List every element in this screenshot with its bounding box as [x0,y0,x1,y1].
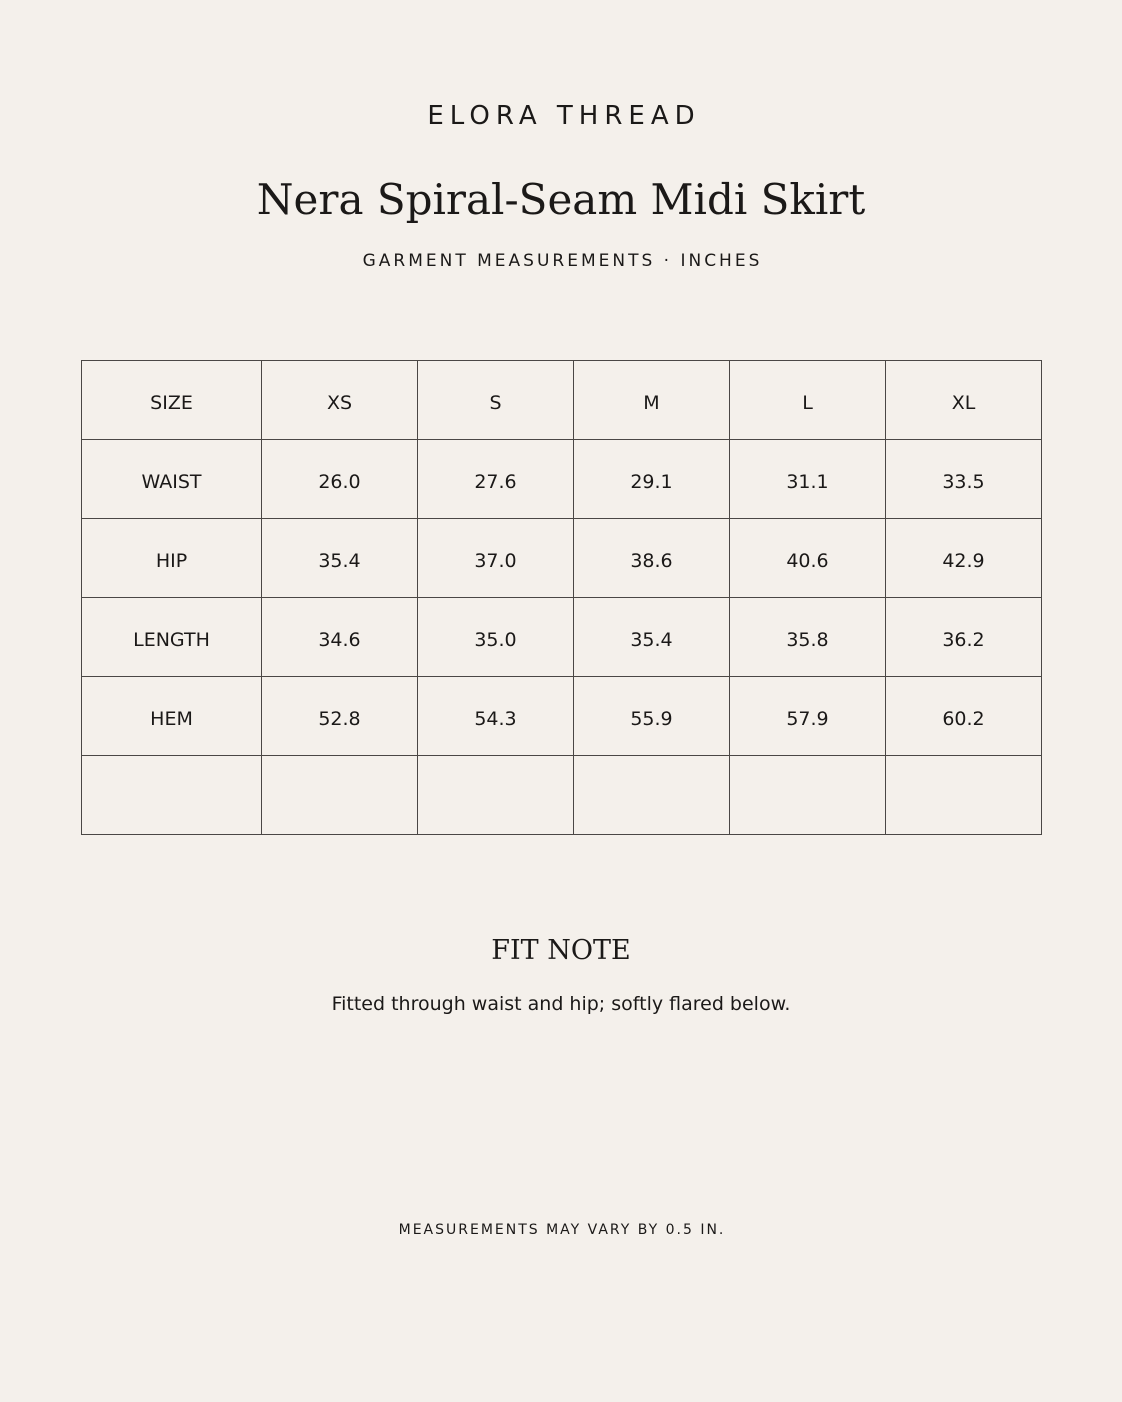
table-cell: 55.9 [574,677,730,756]
table-row [82,440,1042,519]
table-row-empty [82,756,1042,835]
table-cell: 33.5 [886,440,1042,519]
table-cell [730,756,886,835]
table-cell: 57.9 [730,677,886,756]
table-cell: XS [262,361,418,440]
measurement-disclaimer: MEASUREMENTS MAY VARY BY 0.5 IN. [398,1222,726,1238]
table-cell: 40.6 [730,519,886,598]
table-cell: 54.3 [418,677,574,756]
table-cell: 35.0 [418,598,574,677]
fit-note-heading: FIT NOTE [491,935,631,966]
table-cell: 31.1 [730,440,886,519]
table-cell: S [418,361,574,440]
table-cell: 35.4 [574,598,730,677]
table-cell [418,756,574,835]
table-cell: 38.6 [574,519,730,598]
table-cell: 35.4 [262,519,418,598]
table-cell: HIP [82,519,262,598]
table-cell: 52.8 [262,677,418,756]
table-cell: WAIST [82,440,262,519]
size-chart-table [81,360,1042,835]
table-row [82,677,1042,756]
table-cell: 60.2 [886,677,1042,756]
table-cell: 42.9 [886,519,1042,598]
table-cell: 36.2 [886,598,1042,677]
table-cell: 29.1 [574,440,730,519]
table-cell: 35.8 [730,598,886,677]
table-row [82,598,1042,677]
table-cell [886,756,1042,835]
table-cell: SIZE [82,361,262,440]
table-cell [82,756,262,835]
table-cell: M [574,361,730,440]
table-header-row [82,361,1042,440]
measurements-subtitle: GARMENT MEASUREMENTS · INCHES [362,251,763,271]
table-cell: 26.0 [262,440,418,519]
table-row [82,519,1042,598]
table-cell: HEM [82,677,262,756]
table-cell [574,756,730,835]
table-cell: 27.6 [418,440,574,519]
fit-note-text: Fitted through waist and hip; softly flared below. [331,993,791,1015]
brand-name: ELORA THREAD [427,101,701,131]
table-cell [262,756,418,835]
table-cell: 37.0 [418,519,574,598]
product-title: Nera Spiral-Seam Midi Skirt [256,175,866,224]
table-cell: LENGTH [82,598,262,677]
table-cell: 34.6 [262,598,418,677]
table-cell: XL [886,361,1042,440]
table-cell: L [730,361,886,440]
